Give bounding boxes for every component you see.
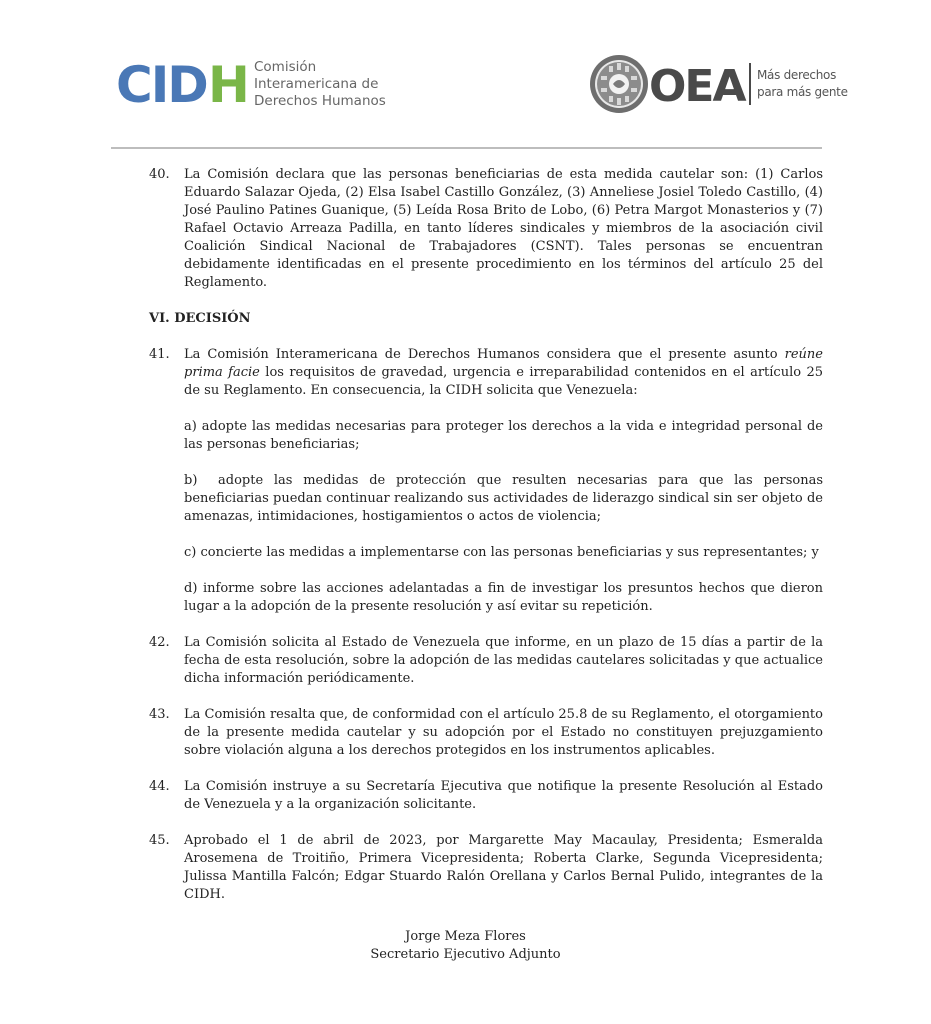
paragraph-number: 43. [149,707,170,722]
cidh-name-line-2: Interamericana de [254,75,379,92]
paragraph-number: 45. [149,833,170,848]
item-text: adopte las medidas de protección que resulten necesarias para que las personas beneficiarias puedan continuar realizando sus actividades de liderazgo sindical sin ser objeto de amenazas, intimidaciones, hostigamientos o actos de violencia; [184,473,823,524]
paragraph-40 [149,166,823,292]
oea-divider [749,63,751,105]
svg-text:CID: CID [116,56,207,114]
paragraph-text: La Comisión Interamericana de Derechos Humanos considera que el presente asunto [184,347,778,362]
paragraph-text: La Comisión instruye a su Secretaría Ejecutiva que notifique la presente Resolución al Estado de Venezuela y a la organización solicitante. [184,779,823,812]
paragraph-italic-text: reúne prima facie [184,347,823,380]
signature-block [0,928,931,964]
paragraph-42 [149,634,823,688]
paragraph-text: La Comisión declara que las personas beneficiarias de esta medida cautelar son: (1) Carlos Eduardo Salazar Ojeda, (2) Elsa Isabel Castillo González, (3) Anneliese Josiel Toledo Castillo, (4) José Paulino Patines Guanique, (5) Leída Rosa Brito de Lobo, (6) Petra Margot Monasterios y (7) Rafael Octavio Arreaza Padilla, en tanto líderes sindicales y miembros de la asociación civil Coalición Sindical Nacional de Trabajadores (CSNT). Tales personas se encuentran debidamente identificadas en el presente procedimiento en los términos del artículo 25 del Reglamento. [184,167,823,290]
item-letter: b) [184,473,198,488]
paragraph-text-continued: los requisitos de gravedad, urgencia e irreparabilidad contenidos en el artículo 25 de su Reglamento. En consecuencia, la CIDH solicita que Venezuela: [184,365,824,398]
oea-tagline-line-1: Más derechos [757,68,837,82]
item-b [184,472,823,526]
paragraph-43 [149,706,823,760]
cidh-name-line-1: Comisión [254,58,317,75]
paragraph-text: La Comisión solicita al Estado de Venezuela que informe, en un plazo de 15 días a partir de la fecha de esta resolución, sobre la adopción de las medidas cautelares solicitadas y que actualice dicha información periódicamente. [184,635,823,686]
page-header [0,0,931,150]
paragraph-text: Aprobado el 1 de abril de 2023, por Margarette May Macaulay, Presidenta; Esmeralda Arosemena de Troitiño, Primera Vicepresidenta; Roberta Clarke, Segunda Vicepresidenta; Julissa Mantilla Falcón; Edgar Stuardo Ralón Orellana y Carlos Bernal Pulido, integrantes de la CIDH. [184,833,823,902]
paragraph-number: 40. [149,167,170,182]
paragraph-number: 44. [149,779,170,794]
item-c: c) concierte las medidas a implementarse con las personas beneficiarias y sus representantes; y [184,545,819,560]
item-d: d) informe sobre las acciones adelantadas a fin de investigar los presuntos hechos que dieron lugar a la adopción de la presente resolución y así evitar su repetición. [184,581,823,614]
paragraph-45 [149,832,823,904]
svg-text:OEA: OEA [649,61,745,112]
cidh-logo-mark [116,56,250,114]
oea-tagline [757,67,848,101]
paragraph-number: 41. [149,347,170,362]
header-rule [111,147,822,149]
oea-tagline-line-2: para más gente [757,85,848,99]
cidh-logo [116,56,386,114]
signatory-title: Secretario Ejecutivo Adjunto [370,947,561,962]
signatory-name: Jorge Meza Flores [405,929,526,944]
oea-logo-mark [649,61,745,112]
paragraph-text: La Comisión resalta que, de conformidad con el artículo 25.8 de su Reglamento, el otorgamiento de la presente medida cautelar y su adopción por el Estado no constituyen prejuzgamiento sobre violación alguna a los derechos protegidos en los instrumentos aplicables. [184,707,823,758]
svg-text:H: H [208,56,250,114]
cidh-full-name [254,59,386,110]
paragraph-44 [149,778,823,814]
oea-seal-icon [589,54,649,114]
item-a: a) adopte las medidas necesarias para proteger los derechos a la vida e integridad personal de las personas beneficiarias; [184,419,823,452]
oea-logo [589,54,848,114]
paragraph-41 [149,346,823,400]
section-heading: VI. DECISIÓN [149,311,251,326]
paragraph-number: 42. [149,635,170,650]
document-body [149,166,823,904]
cidh-name-line-3: Derechos Humanos [254,92,386,109]
